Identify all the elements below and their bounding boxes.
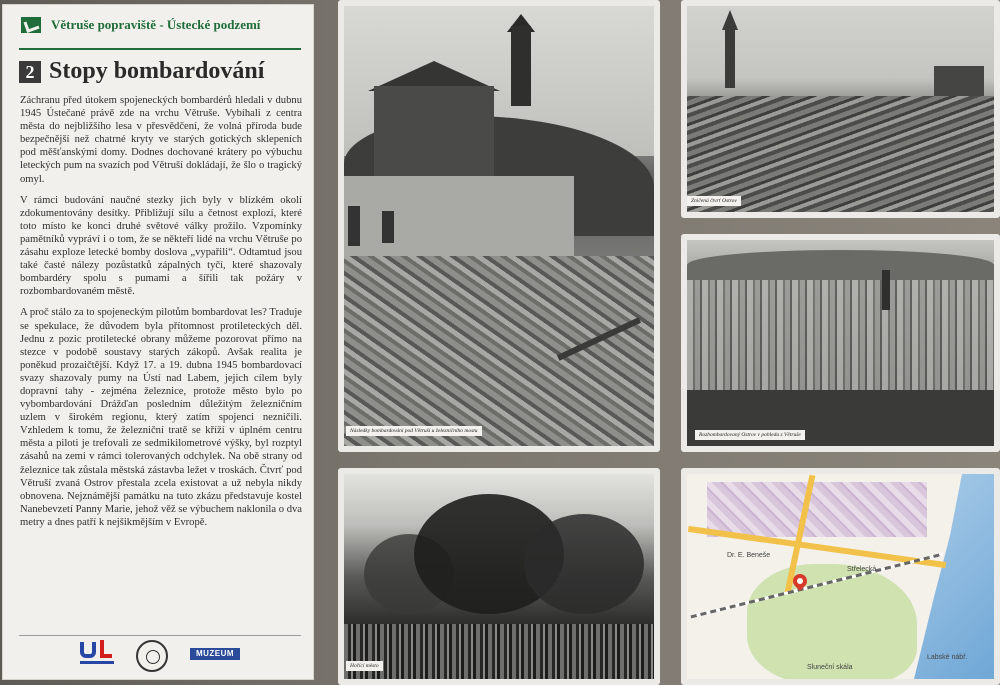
photo-image <box>687 240 994 446</box>
usti-city-logo <box>80 640 114 666</box>
map-label-street: Střelecká <box>847 566 877 573</box>
series-title: Větruše popraviště - Ústecké podzemí <box>51 17 261 32</box>
body-text <box>20 94 302 537</box>
photo-caption: Zničená čtvrť Ostrov <box>687 196 741 206</box>
photo-caption: Rozbombardovaný Ostrov v pohledu z Větruše <box>695 430 805 440</box>
map-label-district: Labské nábř. <box>927 654 968 661</box>
photo-destroyed-ostrov <box>681 0 1000 218</box>
photo-image <box>344 474 654 679</box>
photo-burning-city <box>338 468 660 685</box>
photo-image <box>687 6 994 212</box>
trail-logo-icon <box>21 17 41 33</box>
text-panel <box>2 4 314 680</box>
muzeum-logo: MUZEUM <box>190 648 240 660</box>
location-map <box>681 468 1000 685</box>
seal-logo <box>136 640 168 672</box>
footer-divider <box>19 635 301 636</box>
paragraph: A proč stálo za to spojeneckým pilotům bombardovat les? Traduje se spekulace, že důvodem byla přítomnost protileteckých děl. Jednu z pozic protiletecké obrany můžeme pozorovat přímo na stezce v podobě soustavy starých zákopů. Avšak realita je poněkud prozaičtější. Když 17. a 19. dubna 1945 bombardovací svazy shazovaly pumy na Ústí nad Labem, jejich cílem byly dopravní tahy - zejména železnice, protože město bylo po vybombardování Drážďan posledním důležitým železničním uzlem v širokém regionu, který zatím spojenci nezničili. Vzhledem k tomu, že železniční tratě se kříží v úplném centru města a piloti je trefovali ze sedmikilometrové výšky, byl rozptyl zásahů na zemi v rámci tolerovaných odchylek. Na obě strany od železnice tak zůstala městská zástavba ležet v troskách. Čtvrť pod Větruší zvaná Ostrov přestala zcela existovat a už nebyla nikdy obnovena. Nejznámější památku na tuto zkázu představuje kostel Nanebevzetí Panny Marie, jehož věž se výbuchem naklonila o dva metry a dnes patří k nejšikmějším v Evropě. <box>20 307 302 528</box>
photo-castle-ruins <box>338 0 660 452</box>
page-title: Stopy bombardování <box>49 58 265 84</box>
photo-panorama <box>681 234 1000 452</box>
header-divider <box>19 48 301 50</box>
map-image <box>687 474 994 679</box>
paragraph: V rámci budování naučné stezky jich byly v blízkém okolí zdokumentovány desítky. Přibližují sílu a četnost explozí, které toto místo ke konci druhé světové války prožilo. Vzpomínky pamětníků vypráví i o tom, že se někteří lidé na vrchu Větruše po zásahu exploze letecké bomby doslova „vypařili“. Odtamtud jsou také časté nálezy pozůstatků zápalných tyčí, které shazovaly bombardéry spolu s pumami a šířili tak požáry v rozbombardovaném městě. <box>20 194 302 298</box>
chapter-number: 2 <box>19 61 41 83</box>
photo-image <box>344 6 654 446</box>
paragraph: Záchranu před útokem spojeneckých bombardérů hledali v dubnu 1945 Ústečané právě zde na vrchu Větruše. Vybíhali z centra města do nejbližšího lesa v přesvědčení, že volná příroda bude bezpečnější než chatrné kryty ve starých gotických sklepeních pod měšťanskými domy. Dodnes dochované krátery po výbuchu leteckých pum na svazích pod Větruší dokládají, že šlo o tragický omyl. <box>20 95 302 185</box>
photo-caption: Hořící město <box>346 661 383 671</box>
map-label-bridge: Dr. E. Beneše <box>727 552 771 559</box>
photo-caption: Následky bombardování pod Větruší u železničního mostu <box>346 426 482 436</box>
map-label-rock: Sluneční skála <box>807 664 853 671</box>
